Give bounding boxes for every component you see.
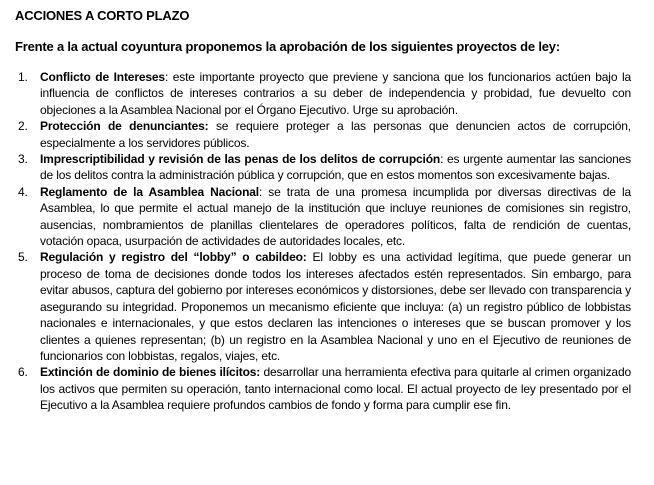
list-item — [15, 184, 631, 250]
page-heading: ACCIONES A CORTO PLAZO — [15, 8, 190, 23]
list-item — [15, 249, 631, 364]
intro-paragraph: Frente a la actual coyuntura proponemos la aprobación de los siguientes proyectos de ley: — [15, 39, 560, 54]
list-item — [15, 364, 631, 413]
list-item-number: 1. — [18, 70, 28, 84]
list-item-text: se requiere proteger a las personas que denuncien actos de corrupción, especialmente a los servidores públicos. — [40, 119, 631, 150]
list-item — [15, 151, 631, 184]
list-item-title: Regulación y registro del “lobby” o cabildeo: — [40, 250, 307, 265]
list-item-title: Reglamento de la Asamblea Nacional — [40, 184, 259, 199]
list-item-title: Imprescriptibilidad y revisión de las penas de los delitos de corrupción — [40, 152, 441, 167]
list-item-text: : es urgente aumentar las sanciones de los delitos contra la administración pública y corrupción, que en estos momentos son excesivamente bajas. — [40, 152, 631, 183]
list-item — [15, 69, 631, 118]
list-item-number: 2. — [18, 119, 28, 134]
list-item-title: Conflicto de Intereses — [40, 70, 165, 84]
list-item-number: 3. — [18, 152, 28, 167]
list-item-text: El lobby es una actividad legítima, que puede generar un proceso de toma de decisiones donde todos los intereses afectados estén representados. Sin embargo, para evitar abusos, captura del gobierno por intereses económicos y distorsiones, debe ser llevado con transparencia y asegurando su integridad. Proponemos un mecanismo eficiente que incluya: (a) un registro público de lobbistas nacionales e internacionales, y que estos declaren las intenciones o intereses que se buscan promover y los clientes a quienes representan; (b) un registro en la Asamblea Nacional y uno en el Ejecutivo de reuniones de funcionarios con lobbistas, regalos, viajes, etc. — [40, 250, 632, 363]
list-item-text: desarrollar una herramienta efectiva para quitarle al crimen organizado los activos que permiten su operación, tanto internacional como local. El actual proyecto de ley presentado por el Ejecutivo a la Asamblea requiere profundos cambios de fondo y forma para cumplir ese fin. — [40, 365, 631, 413]
list-item-text: : este importante proyecto que previene y sanciona que los funcionarios actúen bajo la influencia de conflictos de intereses contrarios a su deber de independencia y probidad, fue devuelto con objeciones a la Asamblea Nacional por el Órgano Ejecutivo. Urge su aprobación. — [40, 70, 632, 117]
list-item-number: 5. — [18, 250, 28, 265]
list-item-number: 6. — [18, 365, 28, 380]
list-item-text: : se trata de una promesa incumplida por diversas directivas de la Asamblea, lo que permite el actual manejo de la institución que incluye reuniones de comisiones sin registro, ausencias, nombramientos de planillas clientelares de operadores políticos, falta de rendición de cuentas, votación opaca, usurpación de actividades de autoridades locales, etc. — [40, 184, 631, 249]
list-item-number: 4. — [18, 184, 28, 199]
list-item — [15, 118, 631, 151]
list-item-title: Extinción de dominio de bienes ilícitos: — [40, 365, 261, 380]
list-item-title: Protección de denunciantes: — [40, 119, 209, 134]
bill-list — [15, 69, 631, 414]
